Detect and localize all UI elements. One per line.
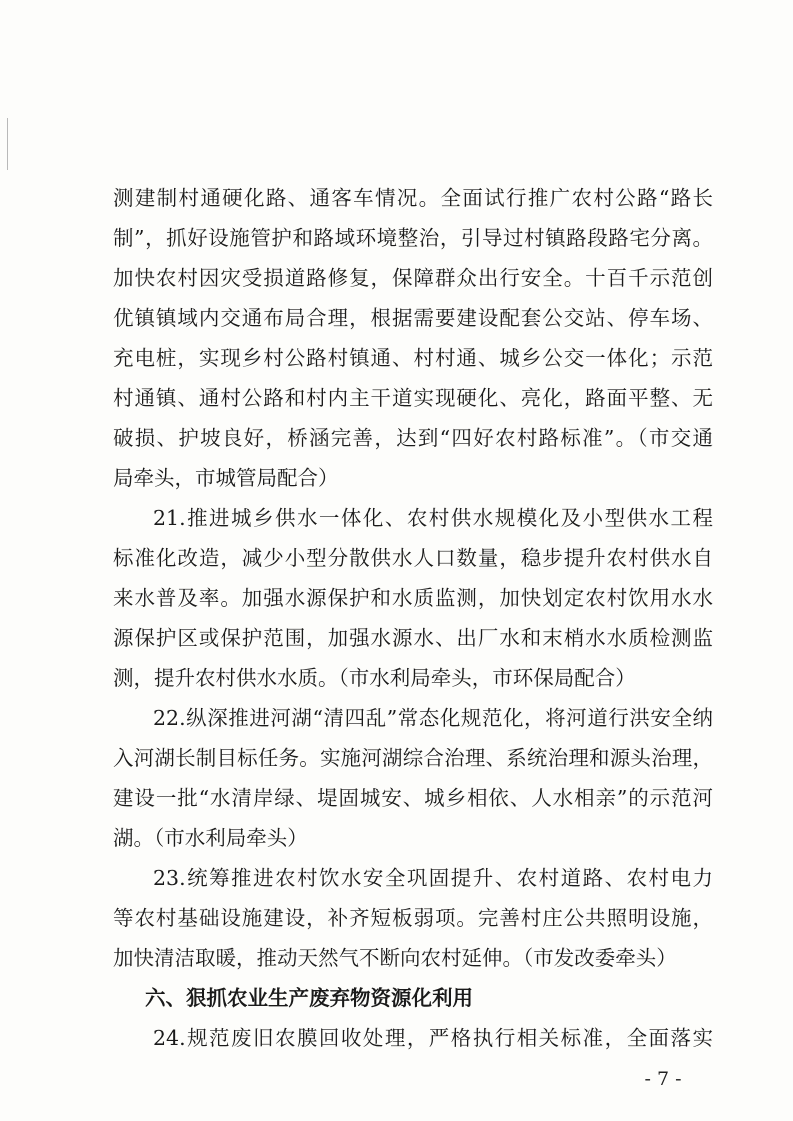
text-line: 破损、护坡良好，桥涵完善，达到“四好农村路标准”。（市交通: [113, 426, 713, 450]
paragraph-24-first-line: 24.规范废旧农膜回收处理，严格执行相关标准，全面落实: [153, 1026, 713, 1050]
text-line: 加快清洁取暖，推动天然气不断向农村延伸。（市发改委牵头）: [113, 946, 677, 970]
text-line: 制”，抓好设施管护和路域环境整治，引导过村镇路段路宅分离。: [113, 226, 713, 250]
text-line: 来水普及率。加强水源保护和水质监测，加快划定农村饮用水水: [113, 586, 713, 610]
text-line: 源保护区或保护范围，加强水源水、出厂水和末梢水水质检测监: [113, 626, 713, 650]
text-line: 测建制村通硬化路、通客车情况。全面试行推广农村公路“路长: [113, 186, 713, 210]
text-line: 局牵头，市城管局配合）: [113, 466, 339, 490]
document-body: [113, 178, 713, 1058]
text-line: 标准化改造，减少小型分散供水人口数量，稳步提升农村供水自: [113, 546, 713, 570]
page-number: - 7 -: [644, 1068, 682, 1090]
text-line: 优镇镇域内交通布局合理，根据需要建设配套公交站、停车场、: [113, 306, 713, 330]
margin-mark: [7, 118, 8, 170]
paragraph-23-first-line: 23.统筹推进农村饮水安全巩固提升、农村道路、农村电力: [153, 866, 713, 890]
text-line: 湖。（市水利局牵头）: [113, 826, 308, 850]
paragraph-21-first-line: 21.推进城乡供水一体化、农村供水规模化及小型供水工程: [153, 506, 713, 530]
text-line: 建设一批“水清岸绿、堤固城安、城乡相依、人水相亲”的示范河: [113, 786, 713, 810]
paragraph-22-first-line: 22.纵深推进河湖“清四乱”常态化规范化，将河道行洪安全纳: [153, 706, 713, 730]
text-line: 村通镇、通村公路和村内主干道实现硬化、亮化，路面平整、无: [113, 386, 713, 410]
section-heading: 六、狠抓农业生产废弃物资源化利用: [145, 986, 473, 1010]
text-line: 入河湖长制目标任务。实施河湖综合治理、系统治理和源头治理，: [113, 746, 713, 770]
text-line: 加快农村因灾受损道路修复，保障群众出行安全。十百千示范创: [113, 266, 713, 290]
text-line: 等农村基础设施建设，补齐短板弱项。完善村庄公共照明设施，: [113, 906, 713, 930]
text-line: 充电桩，实现乡村公路村镇通、村村通、城乡公交一体化；示范: [113, 346, 713, 370]
text-line: 测，提升农村供水水质。（市水利局牵头，市环保局配合）: [113, 666, 636, 690]
